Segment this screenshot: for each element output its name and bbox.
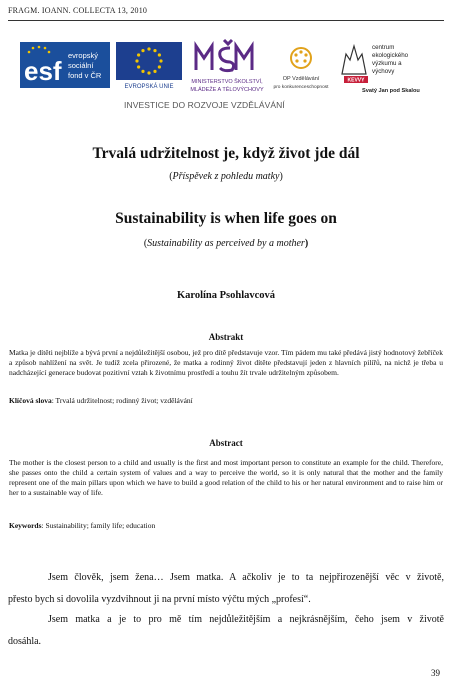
- body-line-1: Jsem člověk, jsem žena… Jsem matka. A ačkoliv je to ta nejpřirozenější věc v životě,: [48, 572, 444, 583]
- subtitle-cz: (Příspěvek z pohledu matky): [169, 171, 283, 182]
- subtitle-en-text: Sustainability as perceived by a mother: [147, 238, 305, 249]
- centrum-badge: KEVVY: [347, 77, 365, 84]
- title-cz: Trvalá udržitelnost je, když život jde dál: [92, 145, 360, 162]
- centrum-line-4: výchovy: [372, 68, 395, 75]
- abstract-kw-label: Keywords: [9, 521, 42, 530]
- investice-tagline: INVESTICE DO ROZVOJE VZDĚLÁVÁNÍ: [124, 100, 285, 110]
- esf-text-3: fond v ČR: [68, 71, 102, 80]
- abstrakt-kw-text: : Trvalá udržitelnost; rodinný život; vzdělávání: [51, 396, 193, 405]
- eu-star-icon: [147, 47, 150, 50]
- page-number: 39: [431, 668, 440, 678]
- op-line-2: pro konkurenceschopnost: [273, 85, 329, 90]
- esf-big: esf: [24, 56, 62, 86]
- abstract-text: The mother is the closest person to a child and usually is the first and most important person to constitute an example for the child. Therefore, she passes onto the child a certain system of values and a way to perceive the world, so it is only natural that the mother and the family represent one of the main pillars upon which we have to build a good relation of the child to his or her natural environment and to raise him or her to a sustainable way of life.: [9, 458, 443, 497]
- abstrakt-keywords: [9, 396, 193, 405]
- body-line-2: přesto bych si dovolila vyzdvihnout ji na první místo výčtu mých „profesí“.: [8, 594, 311, 605]
- funding-logos: [20, 38, 432, 100]
- eu-star-icon: [147, 71, 150, 74]
- eu-star-icon: [158, 53, 161, 56]
- eu-star-icon: [153, 49, 156, 52]
- centrum-line-5: Svatý Jan pod Skalou: [362, 88, 420, 94]
- esf-logo: [20, 42, 110, 88]
- abstract-kw-text: : Sustainability; family life; education: [41, 521, 156, 530]
- eu-star-icon: [158, 65, 161, 68]
- body-line-3: Jsem matka a je to pro mě tím nejdůležitějším a nejkrásnějším, čeho jsem v životě: [48, 614, 444, 625]
- esf-text-1: evropský: [68, 51, 99, 60]
- header-rule: [8, 20, 444, 21]
- op-line-1: OP Vzdělávání: [282, 76, 320, 82]
- centrum-line-1: centrum: [372, 44, 395, 51]
- centrum-line-3: výzkumu a: [372, 60, 402, 67]
- esf-text-2: sociální: [68, 61, 94, 70]
- eu-star-icon: [159, 59, 162, 62]
- abstract-heading: Abstract: [209, 438, 243, 448]
- op-vzdelavani-logo: [268, 44, 334, 94]
- eu-star-icon: [135, 59, 138, 62]
- msmt-line-2: MLÁDEŽE A TĚLOVÝCHOVY: [190, 87, 264, 93]
- eu-star-icon: [137, 53, 140, 56]
- title-en: Sustainability is when life goes on: [115, 210, 337, 227]
- subtitle-en: (Sustainability as perceived by a mother): [143, 238, 309, 249]
- running-head: FRAGM. IOANN. COLLECTA 13, 2010: [8, 6, 148, 15]
- centrum-line-2: ekologického: [372, 52, 409, 59]
- eu-star-icon: [141, 49, 144, 52]
- abstract-keywords: [9, 521, 155, 530]
- abstrakt-heading: Abstrakt: [208, 332, 244, 342]
- abstrakt-text: Matka je dítěti nejblíže a bývá první a nejdůležitější osobou, jež pro dítě představuje vzor. Tím pádem mu také předává jistý hodnotový žebříček a způsob nahlížení na svět. Je tudíž zcela přirozené, že matka a rodinný život dítěte představují jeden z hlavních pilířů, na nichž je třeba u nadcházející generace budovat pozitivní vztah k životnímu prostředí a touhu žít trvale udržitelným způsobem.: [9, 348, 443, 377]
- subtitle-cz-text: Příspěvek z pohledu matky: [172, 171, 280, 182]
- eu-flag-logo: [116, 42, 182, 90]
- msmt-line-1: MINISTERSTVO ŠKOLSTVÍ,: [191, 79, 263, 85]
- eu-label: EVROPSKÁ UNIE: [124, 84, 174, 90]
- body-line-4: dosáhla.: [8, 636, 42, 647]
- eu-star-icon: [137, 65, 140, 68]
- author: Karolína Psohlavcová: [176, 290, 276, 301]
- eu-star-icon: [141, 70, 144, 73]
- eu-star-icon: [153, 70, 156, 73]
- centrum-logo: [336, 40, 432, 96]
- msmt-logo: [190, 38, 264, 94]
- abstrakt-kw-label: Klíčová slova: [9, 396, 52, 405]
